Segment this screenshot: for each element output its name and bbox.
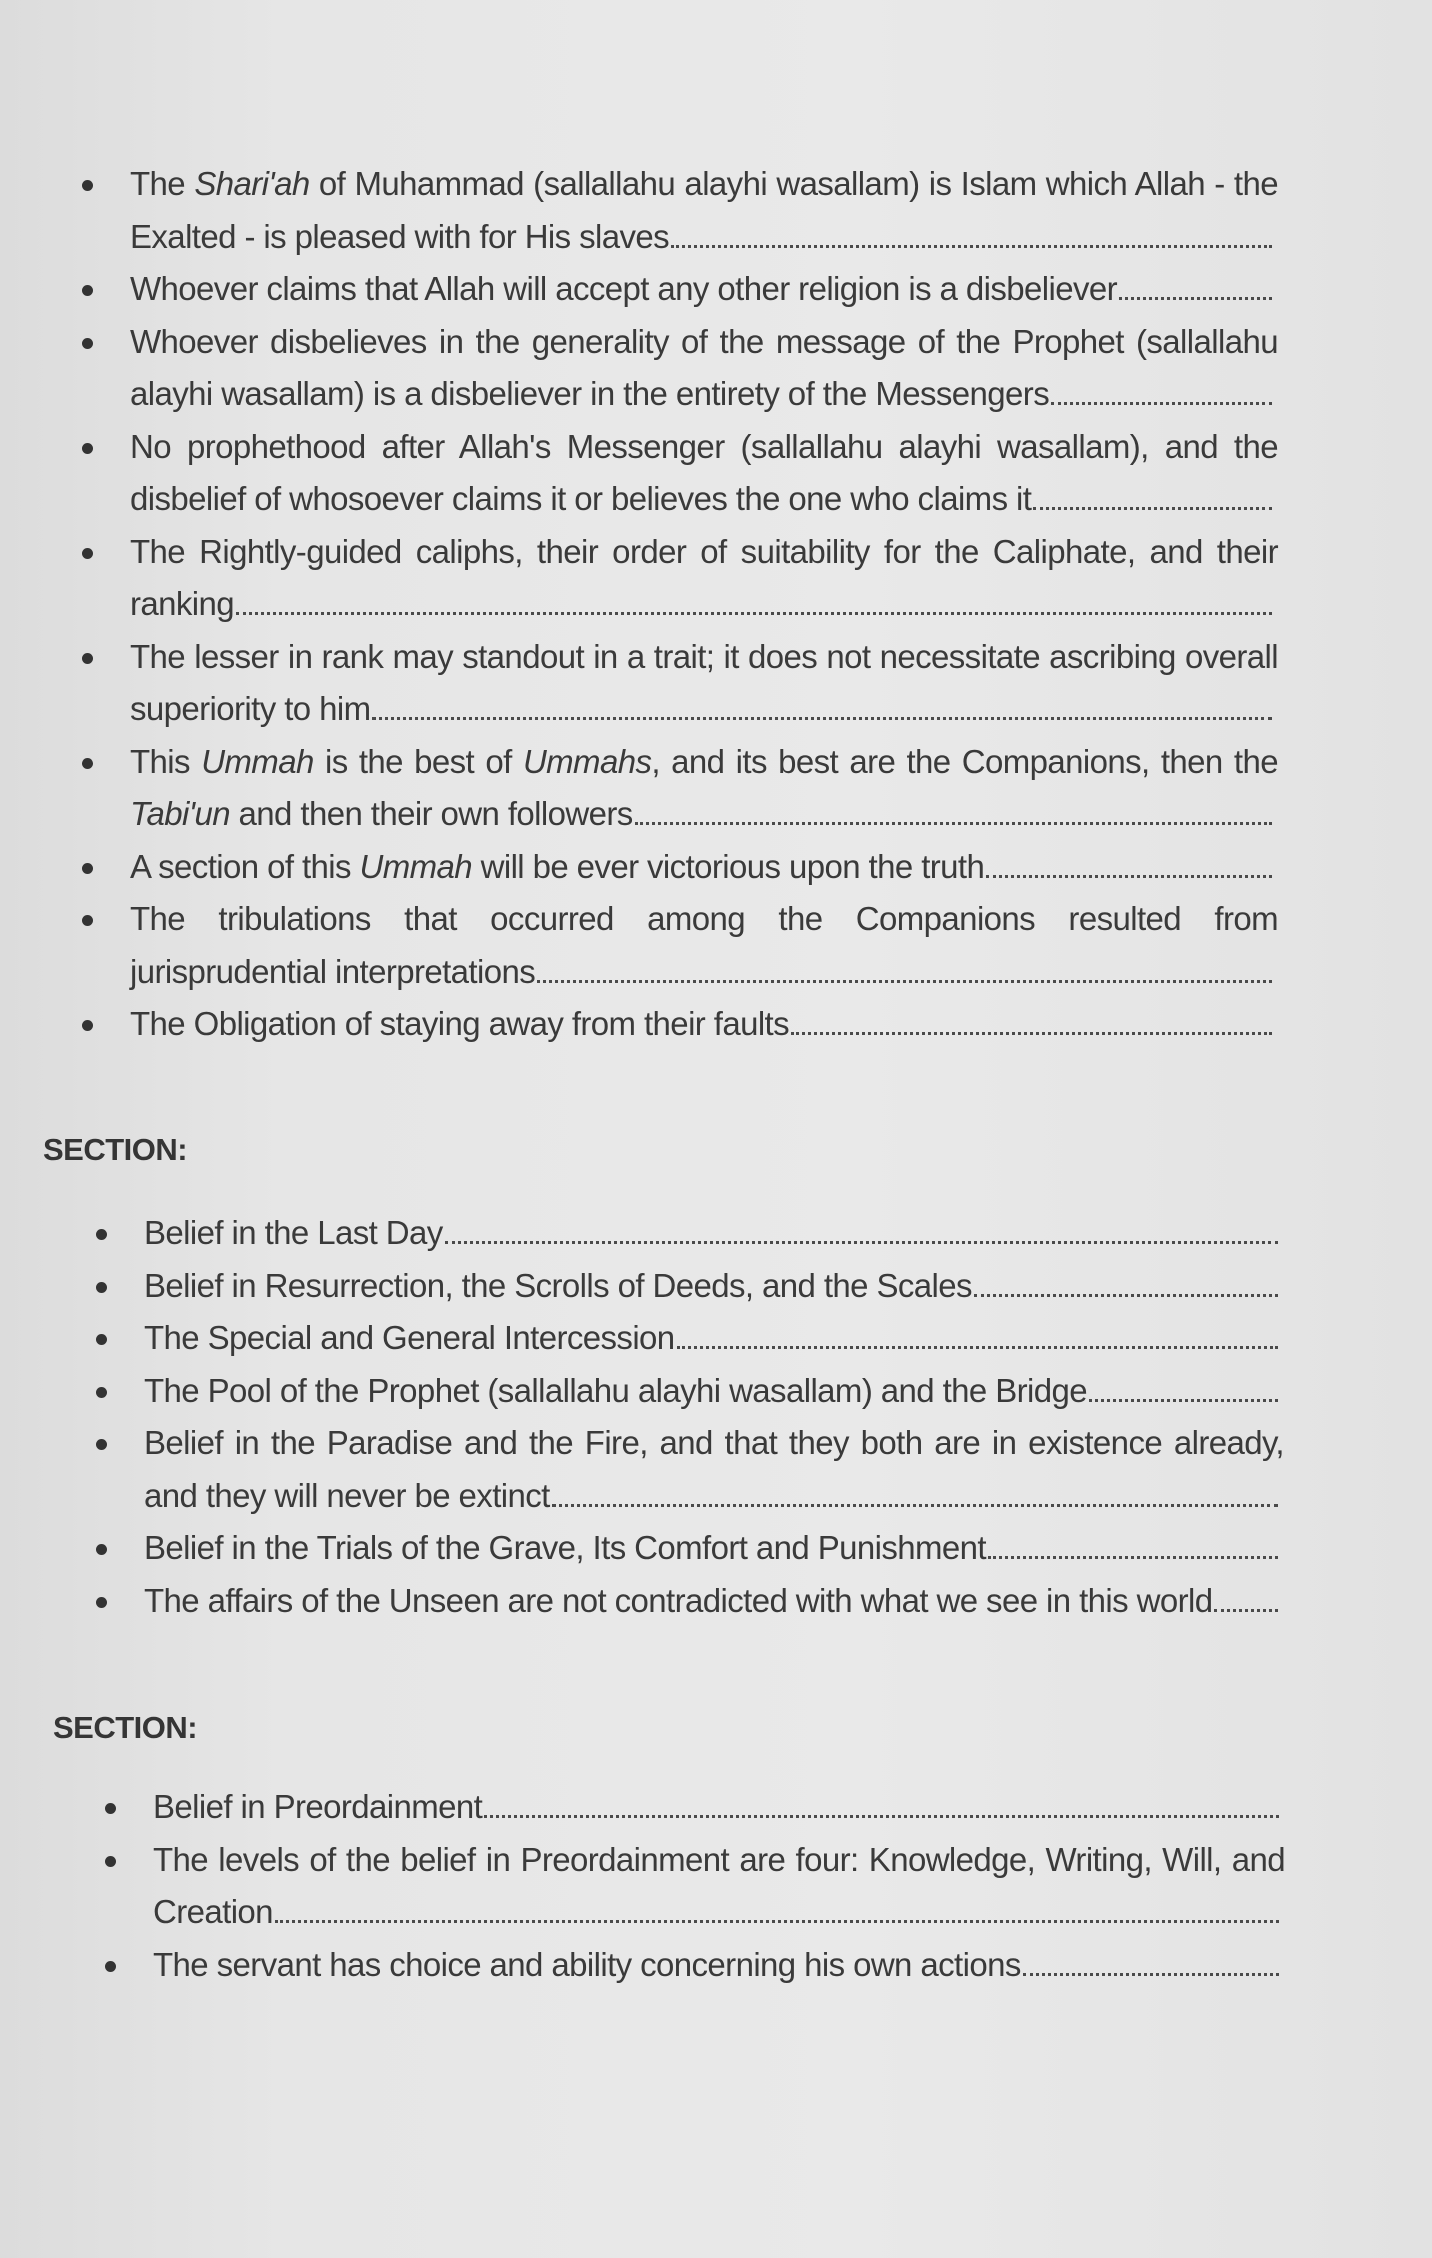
toc-entry-text <box>144 1417 1284 1522</box>
toc-entry-text <box>144 1575 1284 1628</box>
entry-text-segment: The tribulations that occurred among the Companions resulted from jurisprudential interpretations <box>130 900 1278 990</box>
entry-text-segment: Belief in Resurrection, the Scrolls of Deeds, and the Scales <box>144 1266 972 1304</box>
toc-entry-text <box>130 158 1278 263</box>
dot-leader <box>537 980 1272 983</box>
toc-entry <box>130 631 1278 736</box>
dot-leader <box>988 1556 1278 1559</box>
dot-leader <box>372 717 1272 720</box>
bullet-icon <box>105 1961 116 1972</box>
entry-text-segment: A section of this <box>130 847 360 885</box>
dot-leader <box>671 245 1272 248</box>
dot-leader <box>986 875 1272 878</box>
toc-entry-text <box>130 998 1278 1051</box>
entry-text-segment: The Special and General Intercession <box>144 1319 675 1356</box>
toc-entry-text <box>130 631 1278 736</box>
italic-term: Tabi'un <box>130 795 230 832</box>
bullet-icon <box>82 1020 93 1031</box>
dot-leader <box>445 1241 1278 1244</box>
bullet-icon <box>82 863 93 874</box>
entry-text-segment: The levels of the belief in Preordainment are four: Knowledge, Writing, Will, and Creation <box>153 1840 1285 1930</box>
bullet-icon <box>82 285 93 296</box>
entry-text-segment: Whoever claims that Allah will accept any other religion is a disbeliever <box>130 270 1118 307</box>
toc-entry-text <box>153 1781 1285 1834</box>
toc-entry-text <box>130 421 1278 526</box>
toc-entry-text <box>144 1522 1284 1575</box>
dot-leader <box>1051 402 1272 405</box>
entry-text-segment: Belief in the Paradise and the Fire, and that they both are in existence already, and they will never be extinct <box>144 1424 1284 1514</box>
bullet-icon <box>96 1439 107 1450</box>
toc-group-1 <box>0 158 1432 1051</box>
italic-term: Ummahs <box>522 742 652 780</box>
dot-leader <box>1023 1973 1279 1976</box>
bullet-icon <box>82 443 93 454</box>
italic-term: Ummah <box>201 742 314 780</box>
toc-entry-text <box>144 1312 1284 1365</box>
toc-entry-text <box>153 1834 1285 1939</box>
bullet-icon <box>82 915 93 926</box>
section-heading: SECTION: <box>43 1132 188 1167</box>
entry-text-segment: Whoever disbelieves in the generality of the message of the Prophet (sallallahu alayhi wasallam) is a disbeliever in the entirety of the Messengers <box>130 322 1278 412</box>
toc-entry <box>130 316 1278 421</box>
dot-leader <box>236 612 1272 615</box>
entry-text-segment: The servant has choice and ability concerning his own actions <box>153 1945 1021 1983</box>
dot-leader <box>1214 1609 1278 1612</box>
toc-entry <box>130 158 1278 263</box>
toc-group-2 <box>0 1207 1432 1627</box>
toc-entry-text <box>153 1939 1285 1992</box>
toc-entry <box>130 736 1278 841</box>
dot-leader <box>1033 507 1272 510</box>
entry-text-segment: Belief in the Trials of the Grave, Its Comfort and Punishment <box>144 1529 986 1566</box>
bullet-icon <box>82 548 93 559</box>
toc-entry <box>144 1522 1284 1575</box>
dot-leader <box>552 1504 1278 1507</box>
toc-entry <box>130 998 1278 1051</box>
dot-leader <box>1089 1399 1278 1402</box>
bullet-list <box>0 1207 1284 1627</box>
entry-text-segment: Belief in Preordainment <box>153 1788 483 1825</box>
bullet-icon <box>105 1803 116 1814</box>
entry-text-segment: The <box>130 165 195 202</box>
bullet-icon <box>82 758 93 769</box>
dot-leader <box>275 1920 1279 1923</box>
bullet-icon <box>96 1387 107 1398</box>
bullet-icon <box>96 1334 107 1345</box>
toc-entry <box>153 1781 1285 1834</box>
toc-entry <box>144 1260 1284 1313</box>
bullet-list <box>0 1781 1285 1991</box>
dot-leader <box>791 1032 1272 1035</box>
toc-entry <box>130 526 1278 631</box>
entry-text-segment: The Obligation of staying away from their faults <box>130 1005 790 1042</box>
bullet-list <box>0 158 1278 1051</box>
toc-entry-text <box>130 841 1278 894</box>
entry-text-segment: The lesser in rank may standout in a trait; it does not necessitate ascribing overall superiority to him <box>130 637 1278 727</box>
toc-entry-text <box>144 1260 1284 1313</box>
bullet-icon <box>82 180 93 191</box>
toc-entry <box>144 1365 1284 1418</box>
toc-entry-text <box>144 1207 1284 1260</box>
section-heading: SECTION: <box>53 1710 198 1745</box>
toc-entry <box>130 893 1278 998</box>
bullet-icon <box>96 1544 107 1555</box>
toc-group-3 <box>0 1781 1432 1991</box>
entry-text-segment: Belief in the Last Day <box>144 1214 443 1251</box>
toc-entry-text <box>130 316 1278 421</box>
dot-leader <box>974 1294 1278 1297</box>
toc-entry-text <box>130 893 1278 998</box>
bullet-icon <box>105 1856 116 1867</box>
bullet-icon <box>82 653 93 664</box>
dot-leader <box>635 822 1272 825</box>
entry-text-segment: The Pool of the Prophet (sallallahu alayhi wasallam) and the Bridge <box>144 1371 1088 1409</box>
entry-text-segment: is the best of <box>313 742 523 780</box>
toc-entry <box>144 1417 1284 1522</box>
toc-entry-text <box>130 263 1278 316</box>
toc-entry-text <box>144 1365 1284 1418</box>
entry-text-segment: will be ever victorious upon the truth <box>472 847 985 885</box>
entry-text-segment: of Muhammad (sallallahu alayhi wasallam) is Islam which Allah - the Exalted - is pleased with for His slaves <box>130 165 1278 255</box>
toc-entry-text <box>130 526 1278 631</box>
entry-text-segment: This <box>130 742 202 780</box>
dot-leader <box>1119 297 1272 300</box>
toc-entry <box>144 1207 1284 1260</box>
toc-entry <box>130 421 1278 526</box>
bullet-icon <box>96 1597 107 1608</box>
toc-entry <box>130 263 1278 316</box>
entry-text-segment: The Rightly-guided caliphs, their order of suitability for the Caliphate, and their ranking <box>130 532 1278 622</box>
dot-leader <box>677 1346 1278 1349</box>
entry-text-segment: and then their own followers <box>229 795 633 832</box>
toc-entry <box>130 841 1278 894</box>
toc-entry-text <box>130 736 1278 841</box>
entry-text-segment: , and its best are the Companions, then the <box>651 742 1278 780</box>
toc-entry <box>144 1575 1284 1628</box>
entry-text-segment: The affairs of the Unseen are not contradicted with what we see in this world <box>144 1581 1213 1619</box>
toc-entry <box>153 1834 1285 1939</box>
entry-text-segment: No prophethood after Allah's Messenger (sallallahu alayhi wasallam), and the disbelief of whosoever claims it or believes the one who claims it <box>130 427 1278 517</box>
toc-entry <box>144 1312 1284 1365</box>
bullet-icon <box>96 1229 107 1240</box>
bullet-icon <box>82 338 93 349</box>
italic-term: Ummah <box>359 847 473 885</box>
dot-leader <box>484 1815 1279 1818</box>
italic-term: Shari'ah <box>194 165 310 202</box>
toc-entry <box>153 1939 1285 1992</box>
bullet-icon <box>96 1282 107 1293</box>
